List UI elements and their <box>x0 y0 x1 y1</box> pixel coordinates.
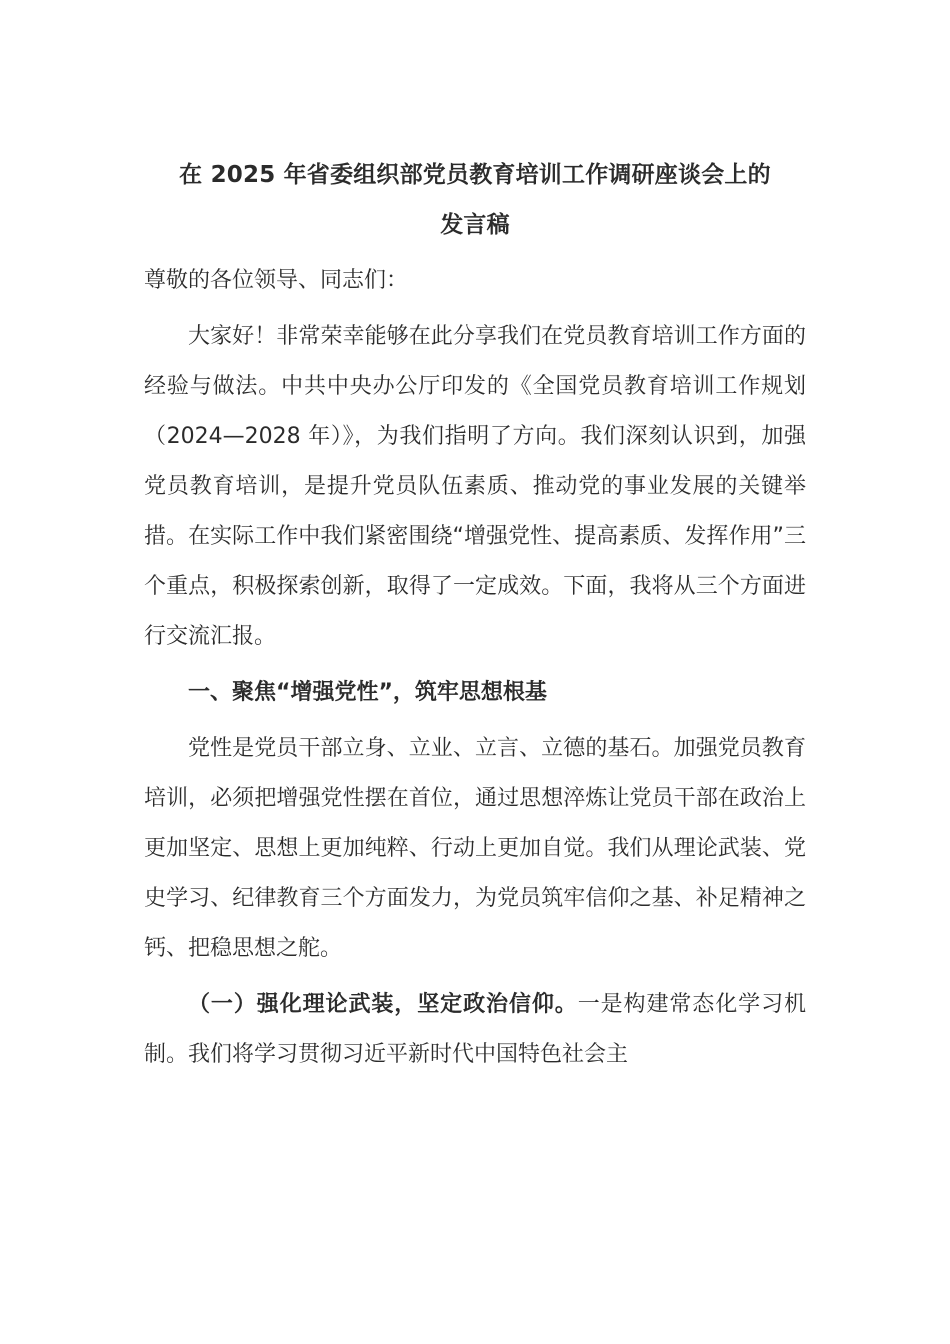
intro-paragraph: 大家好！非常荣幸能够在此分享我们在党员教育培训工作方面的经验与做法。中共中央办公厅印发的《全国党员教育培训工作规划（2024—2028 年）》，为我们指明了方向。我们深刻认识到，加强党员教育培训，是提升党员队伍素质、推动党的事业发展的关键举措。在实际工作中我们紧密围绕“增强党性、提高素质、发挥作用”三个重点，积极探索创新，取得了一定成效。下面，我将从三个方面进行交流汇报。 <box>144 324 806 649</box>
subsection-1-paragraph <box>144 980 806 1080</box>
salutation: 尊敬的各位领导、同志们： <box>144 268 409 293</box>
document-title <box>144 150 806 250</box>
section-1-paragraph: 党性是党员干部立身、立业、立言、立德的基石。加强党员教育培训，必须把增强党性摆在首位，通过思想淬炼让党员干部在政治上更加坚定、思想上更加纯粹、行动上更加自觉。我们从理论武装、党史学习、纪律教育三个方面发力，为党员筑牢信仰之基、补足精神之钙、把稳思想之舵。 <box>144 736 806 961</box>
document-page <box>144 150 806 1080</box>
subsection-1-text: 一是构建常态化学习机制。我们将学习贯彻习近平新时代中国特色社会主 <box>144 992 806 1067</box>
section-heading-1: 一、聚焦“增强党性”，筑牢思想根基 <box>188 680 547 705</box>
title-line-1: 在 2025 年省委组织部党员教育培训工作调研座谈会上的 <box>179 162 771 188</box>
subsection-1-lead: （一）强化理论武装，坚定政治信仰。 <box>188 992 578 1017</box>
title-line-2: 发言稿 <box>440 212 510 238</box>
